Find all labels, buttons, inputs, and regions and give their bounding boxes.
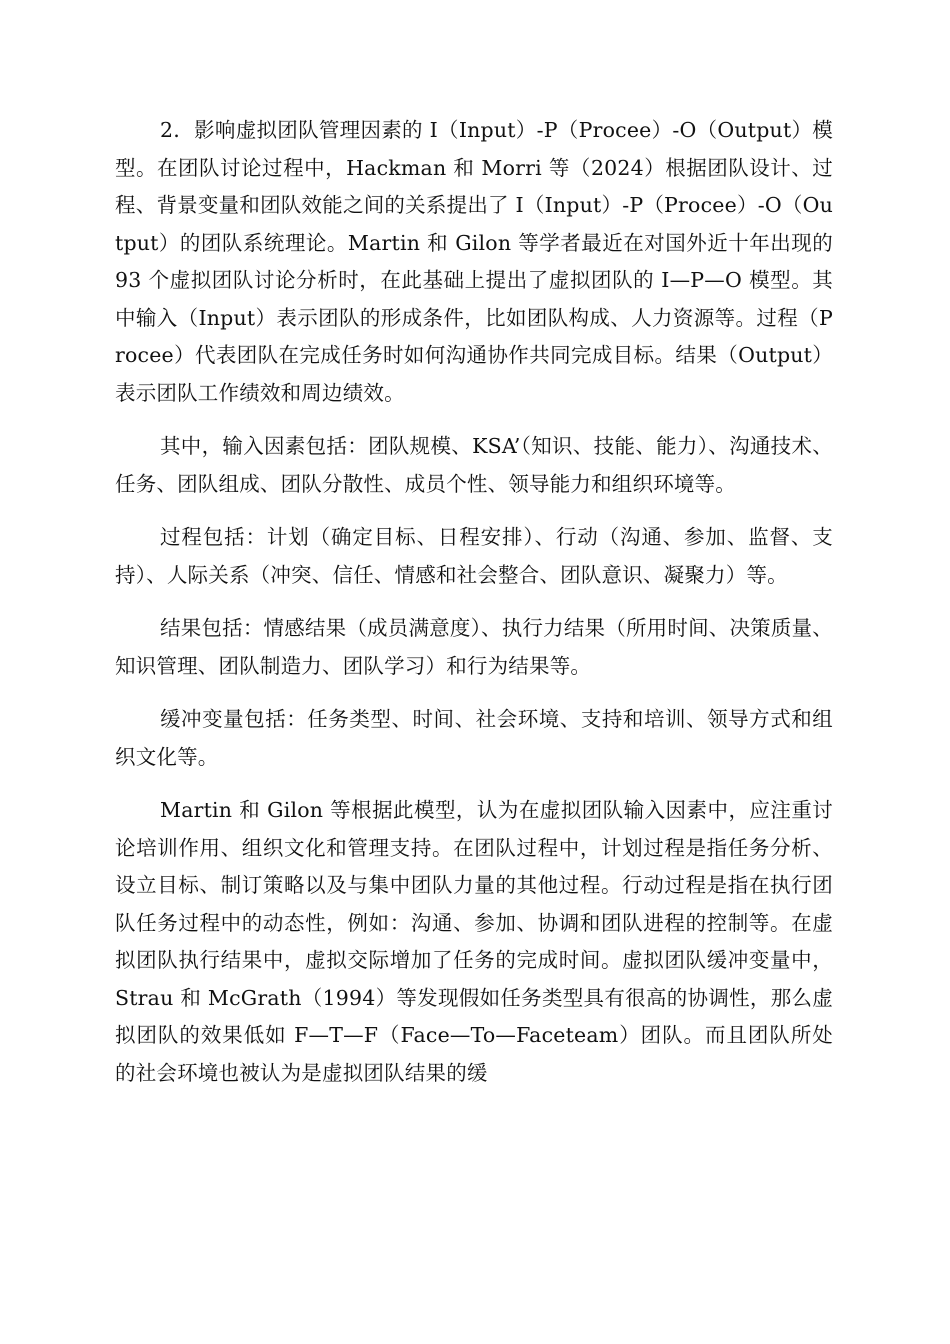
paragraph-moderators: 缓冲变量包括：任务类型、时间、社会环境、支持和培训、领导方式和组织文化等。 (115, 707, 833, 769)
paragraph-ipo-model: 2．影响虚拟团队管理因素的 I（Input）-P（Procee）-O（Output）模型。在团队讨论过程中，Hackman 和 Morri 等（2024）根据团队设计、过程、背景变量和团队效能之间的关系提出了 I（Input）-P（Procee）-O（Output）的团队系统理论。Martin 和 Gilon 等学者最近在对国外近十年出现的 93 个虚拟团队讨论分析时，在此基础上提出了虚拟团队的 I—P—O 模型。其中输入（Input）表示团队的形成条件，比如团队构成、人力资源等。过程（Procee）代表团队在完成任务时如何沟通协作共同完成目标。结果（Output）表示团队工作绩效和周边绩效。 (115, 118, 833, 405)
paragraph-process: 过程包括：计划（确定目标、日程安排）、行动（沟通、参加、监督、支持）、人际关系（冲突、信任、情感和社会整合、团队意识、凝聚力）等。 (115, 525, 833, 587)
paragraph-results: 结果包括：情感结果（成员满意度）、执行力结果（所用时间、决策质量、知识管理、团队制造力、团队学习）和行为结果等。 (115, 616, 833, 678)
document-body (115, 112, 833, 1108)
paragraph-martin-gilon: Martin 和 Gilon 等根据此模型，认为在虚拟团队输入因素中，应注重讨论培训作用、组织文化和管理支持。在团队过程中，计划过程是指任务分析、设立目标、制订策略以及与集中团队力量的其他过程。行动过程是指在执行团队任务过程中的动态性，例如：沟通、参加、协调和团队进程的控制等。在虚拟团队执行结果中，虚拟交际增加了任务的完成时间。虚拟团队缓冲变量中，Strau 和 McGrath（1994）等发现假如任务类型具有很高的协调性，那么虚拟团队的效果低如 F—T—F（Face—To—Faceteam）团队。而且团队所处的社会环境也被认为是虚拟团队结果的缓 (115, 798, 833, 1085)
paragraph-input-factors: 其中，输入因素包括：团队规模、KSA’（知识、技能、能力）、沟通技术、任务、团队组成、团队分散性、成员个性、领导能力和组织环境等。 (115, 434, 833, 496)
